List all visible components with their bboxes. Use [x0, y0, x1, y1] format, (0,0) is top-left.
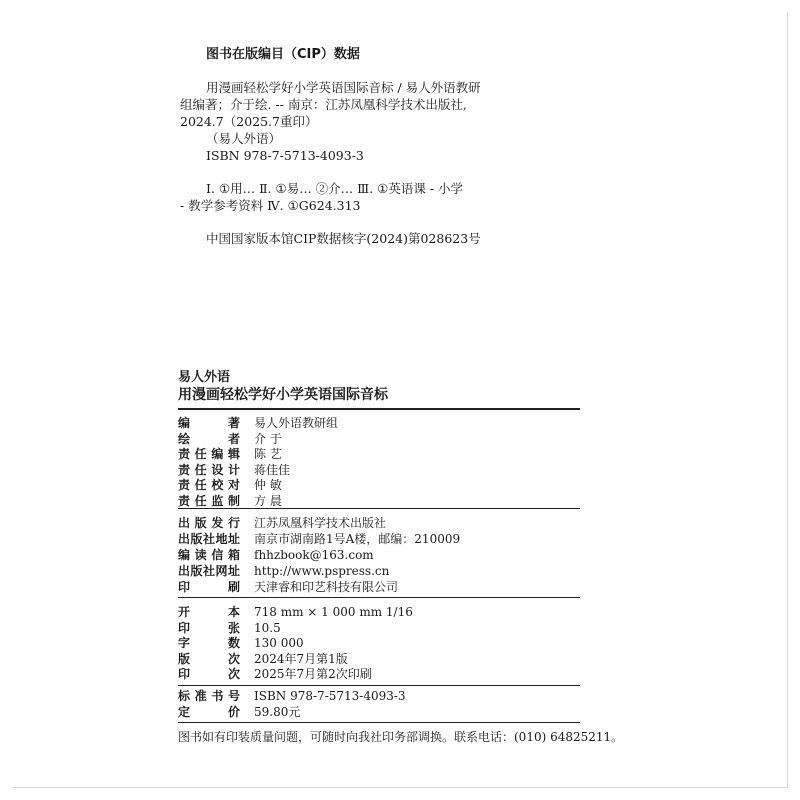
credits-value: 介 于 — [254, 431, 282, 446]
credits-value: 易人外语教研组 — [254, 416, 339, 430]
credits-label-char: 责 — [178, 447, 191, 461]
publisher-label — [178, 548, 240, 563]
credits-label-char: 著 — [227, 416, 240, 430]
publisher-label-char: 读 — [194, 548, 207, 562]
standard-value: 59.80元 — [254, 704, 301, 719]
specs-label-char: 开 — [178, 605, 191, 619]
credits-label-char: 监 — [211, 493, 224, 508]
specs-label — [178, 605, 240, 620]
standard-value: ISBN 978-7-5713-4093-3 — [254, 689, 406, 703]
specs-label-char: 张 — [227, 620, 240, 635]
credits-label — [178, 494, 240, 509]
specs-label-char: 次 — [227, 667, 240, 681]
standard-label — [178, 689, 240, 704]
credits-label-char: 设 — [211, 462, 224, 477]
credits-label-char: 计 — [227, 462, 240, 477]
cip-line-2: 组编著；介于绘. -- 南京：江苏凤凰科学技术出版社, — [180, 97, 467, 112]
publisher-label-char: 社 — [202, 564, 215, 578]
publisher-value: http://www.pspress.cn — [254, 564, 390, 578]
credits-label-char: 任 — [194, 493, 207, 508]
page-frame — [12, 12, 788, 788]
cip-line-4: （易人外语） — [206, 131, 282, 146]
publisher-label-char: 行 — [227, 516, 240, 530]
specs-label — [178, 621, 240, 636]
publisher-label — [178, 580, 240, 595]
credits-label — [178, 447, 240, 462]
divider-credits — [178, 508, 580, 509]
standard-label-char: 定 — [178, 704, 191, 719]
credits-label-char: 任 — [194, 478, 207, 492]
credits-label-char: 辑 — [227, 447, 240, 461]
credits-label-char: 责 — [178, 478, 191, 492]
specs-label-char: 字 — [178, 636, 191, 650]
publisher-label — [178, 564, 240, 579]
credits-label — [178, 478, 240, 493]
publisher-label-char: 址 — [227, 532, 240, 546]
cip-classification-2: - 教学参考资料 Ⅳ. ①G624.313 — [180, 198, 361, 213]
cip-line-3: 2024.7（2025.7重印） — [180, 114, 318, 129]
credits-label — [178, 416, 240, 431]
credits-label-char: 责 — [178, 462, 191, 477]
standard-label-char: 准 — [194, 689, 207, 703]
credits-value: 方 晨 — [254, 493, 282, 508]
credits-label-char: 绘 — [178, 431, 191, 446]
specs-label-char: 本 — [227, 605, 240, 619]
publisher-label-char: 出 — [178, 532, 191, 546]
credits-label-char: 编 — [178, 416, 191, 430]
publisher-label-char: 地 — [215, 532, 228, 546]
cip-heading: 图书在版编目（CIP）数据 — [206, 47, 360, 62]
credits-value: 仲 敏 — [254, 478, 282, 492]
standard-label-char: 价 — [227, 704, 240, 719]
publisher-value: 南京市湖南路1号A楼，邮编：210009 — [254, 532, 461, 546]
footer-note: 图书如有印装质量问题，可随时向我社印务部调换。联系电话：(010) 64825211。 — [178, 730, 624, 744]
cip-classification-1: Ⅰ. ①用… Ⅱ. ①易… ②介… Ⅲ. ①英语课 - 小学 — [206, 181, 464, 196]
cip-line-1: 用漫画轻松学好小学英语国际音标 / 易人外语教研 — [206, 80, 481, 95]
specs-value: 130 000 — [254, 636, 304, 650]
standard-label-char: 标 — [178, 689, 191, 703]
specs-label — [178, 652, 240, 667]
credits-label — [178, 463, 240, 478]
publisher-label-char: 址 — [227, 564, 240, 578]
credits-label-char: 者 — [227, 431, 240, 446]
publisher-label-char: 编 — [178, 548, 191, 562]
publisher-value: 江苏凤凰科学技术出版社 — [254, 516, 387, 530]
publisher-label-char: 出 — [178, 564, 191, 578]
specs-label-char: 印 — [178, 667, 191, 681]
credits-label-char: 任 — [194, 447, 207, 461]
credits-label-char: 校 — [211, 478, 224, 492]
cip-line-5: ISBN 978-7-5713-4093-3 — [206, 148, 364, 163]
series-name: 易人外语 — [178, 370, 231, 385]
publisher-label-char: 版 — [190, 532, 203, 546]
title-divider — [178, 408, 580, 410]
publisher-label-char: 版 — [194, 516, 207, 530]
book-title: 用漫画轻松学好小学英语国际音标 — [178, 387, 388, 403]
specs-label — [178, 667, 240, 682]
specs-label-char: 次 — [227, 651, 240, 666]
specs-label-char: 版 — [178, 651, 191, 666]
standard-label — [178, 705, 240, 720]
standard-label-char: 书 — [211, 689, 224, 703]
publisher-label — [178, 516, 240, 531]
credits-value: 蒋佳佳 — [254, 462, 291, 477]
publisher-label-char: 发 — [211, 516, 224, 530]
publisher-value: 天津睿和印艺科技有限公司 — [254, 580, 399, 594]
divider-standard — [178, 722, 580, 723]
specs-label — [178, 636, 240, 651]
specs-value: 2024年7月第1版 — [254, 651, 348, 666]
publisher-label-char: 版 — [190, 564, 203, 578]
credits-label — [178, 432, 240, 447]
divider-publisher — [178, 597, 580, 598]
credits-value: 陈 艺 — [254, 447, 282, 461]
publisher-value: fhhzbook@163.com — [254, 548, 374, 562]
publisher-label-char: 箱 — [227, 548, 240, 562]
specs-value: 10.5 — [254, 620, 281, 635]
publisher-label-char: 刷 — [227, 580, 240, 594]
cip-number: 中国国家版本馆CIP数据核字(2024)第028623号 — [206, 231, 481, 246]
credits-label-char: 对 — [227, 478, 240, 492]
publisher-label-char: 社 — [202, 532, 215, 546]
credits-label-char: 任 — [194, 462, 207, 477]
specs-value: 2025年7月第2次印刷 — [254, 667, 372, 681]
publisher-label-char: 信 — [211, 548, 224, 562]
credits-label-char: 责 — [178, 493, 191, 508]
publisher-label-char: 印 — [178, 580, 191, 594]
specs-label-char: 印 — [178, 620, 191, 635]
publisher-label-char: 网 — [215, 564, 228, 578]
publisher-label — [178, 532, 240, 547]
standard-label-char: 号 — [227, 689, 240, 703]
publisher-label-char: 出 — [178, 516, 191, 530]
credits-label-char: 制 — [227, 493, 240, 508]
specs-label-char: 数 — [227, 636, 240, 650]
specs-value: 718 mm × 1 000 mm 1/16 — [254, 605, 413, 619]
divider-specs — [178, 685, 580, 686]
credits-label-char: 编 — [211, 447, 224, 461]
